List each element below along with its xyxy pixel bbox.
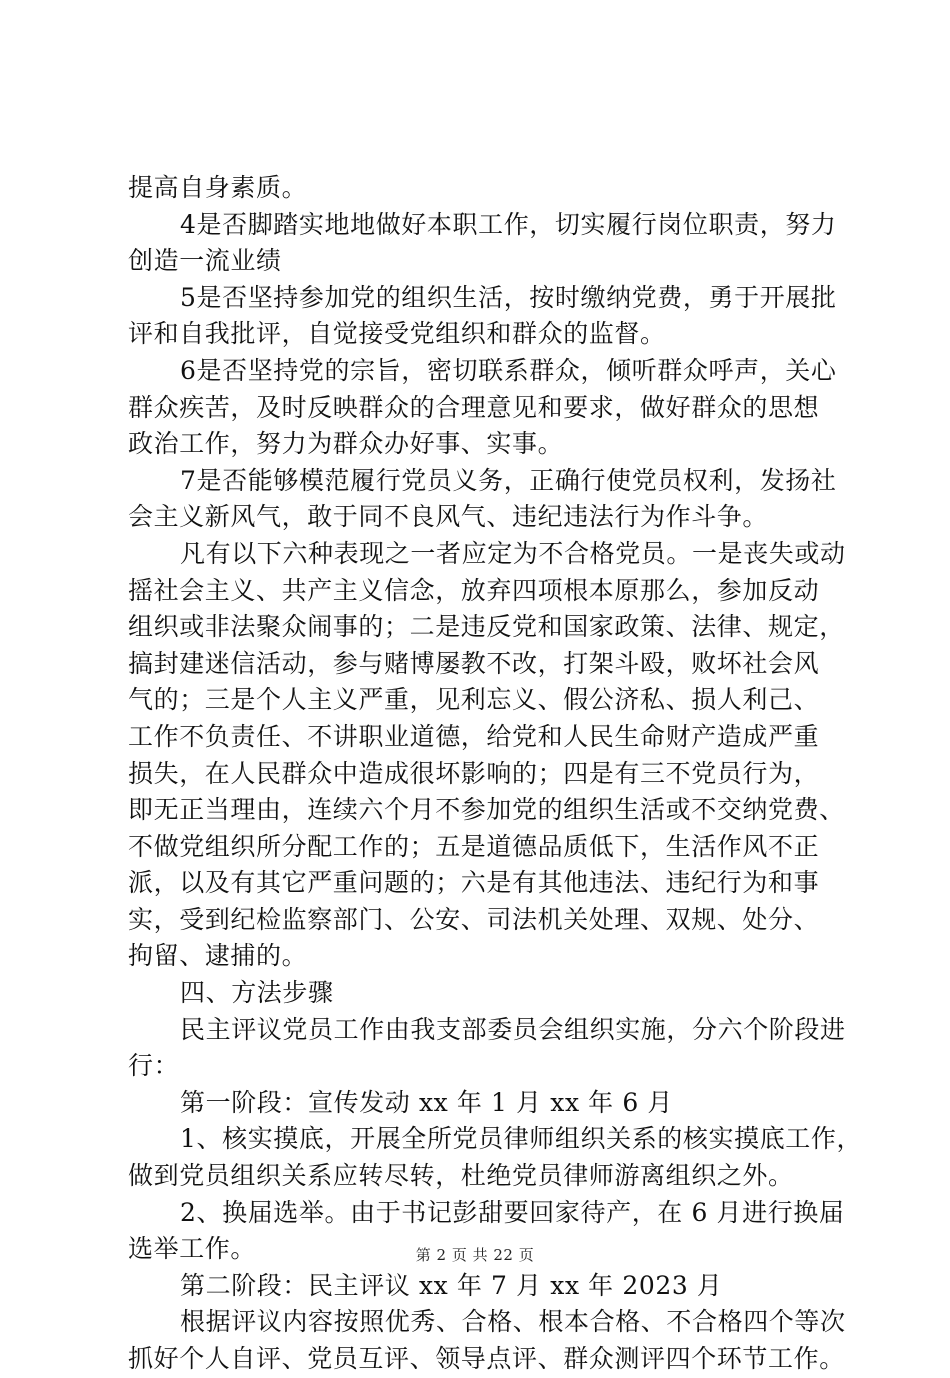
text-line: 会主义新风气，敢于同不良风气、违纪违法行为作斗争。 <box>128 502 769 532</box>
text-line: 4是否脚踏实地地做好本职工作，切实履行岗位职责，努力 <box>180 209 837 239</box>
text-line: 实，受到纪检监察部门、公安、司法机关处理、双规、处分、 <box>128 904 820 934</box>
text-line: 根据评议内容按照优秀、合格、根本合格、不合格四个等次 <box>180 1307 846 1337</box>
document-body <box>128 170 863 1378</box>
text-line: 行： <box>128 1051 180 1081</box>
text-line: 抓好个人自评、党员互评、领导点评、群众测评四个环节工作。 <box>128 1344 845 1373</box>
text-line: 政治工作，努力为群众办好事、实事。 <box>128 429 564 459</box>
text-line: 提高自身素质。 <box>128 173 308 202</box>
text-line: 做到党员组织关系应转尽转，杜绝党员律师游离组织之外。 <box>128 1161 794 1191</box>
text-line: 5是否坚持参加党的组织生活，按时缴纳党费，勇于开展批 <box>180 282 837 312</box>
text-line: 选举工作。 <box>128 1234 257 1264</box>
text-line: 派，以及有其它严重问题的；六是有其他违法、违纪行为和事 <box>128 868 820 898</box>
text-line: 组织或非法聚众闹事的；二是违反党和国家政策、法律、规定， <box>128 612 845 642</box>
text-line: 第二阶段：民主评议 xx 年 7 月 xx 年 2023 月 <box>180 1270 723 1300</box>
text-line: 四、方法步骤 <box>180 978 334 1008</box>
text-line: 民主评议党员工作由我支部委员会组织实施，分六个阶段进 <box>180 1014 846 1044</box>
text-line: 工作不负责任、不讲职业道德，给党和人民生命财产造成严重 <box>128 721 820 751</box>
text-line: 7是否能够模范履行党员义务，正确行使党员权利，发扬社 <box>180 465 837 495</box>
text-line: 群众疾苦，及时反映群众的合理意见和要求，做好群众的思想 <box>128 392 820 422</box>
page-number: 第 2 页 共 22 页 <box>415 1246 535 1264</box>
text-line: 搞封建迷信活动，参与赌博屡教不改，打架斗殴，败坏社会风 <box>128 648 820 678</box>
text-line: 1、核实摸底，开展全所党员律师组织关系的核实摸底工作， <box>180 1124 863 1154</box>
text-line: 摇社会主义、共产主义信念，放弃四项根本原那么，参加反动 <box>128 575 820 605</box>
text-line: 6是否坚持党的宗旨，密切联系群众，倾听群众呼声，关心 <box>180 355 837 385</box>
text-line: 即无正当理由，连续六个月不参加党的组织生活或不交纳党费、 <box>128 795 845 825</box>
text-line: 第一阶段：宣传发动 xx 年 1 月 xx 年 6 月 <box>180 1087 673 1117</box>
text-line: 不做党组织所分配工作的；五是道德品质低下，生活作风不正 <box>128 831 820 861</box>
text-line: 凡有以下六种表现之一者应定为不合格党员。一是丧失或动 <box>180 538 846 568</box>
text-line: 评和自我批评，自觉接受党组织和群众的监督。 <box>128 319 666 349</box>
text-line: 损失，在人民群众中造成很坏影响的；四是有三不党员行为， <box>128 758 820 788</box>
text-line: 拘留、逮捕的。 <box>128 941 308 971</box>
text-line: 2、换届选举。由于书记彭甜要回家待产，在 6 月进行换届 <box>180 1197 845 1227</box>
text-line: 创造一流业绩 <box>128 246 282 276</box>
text-line: 气的；三是个人主义严重，见利忘义、假公济私、损人利己、 <box>128 685 820 715</box>
